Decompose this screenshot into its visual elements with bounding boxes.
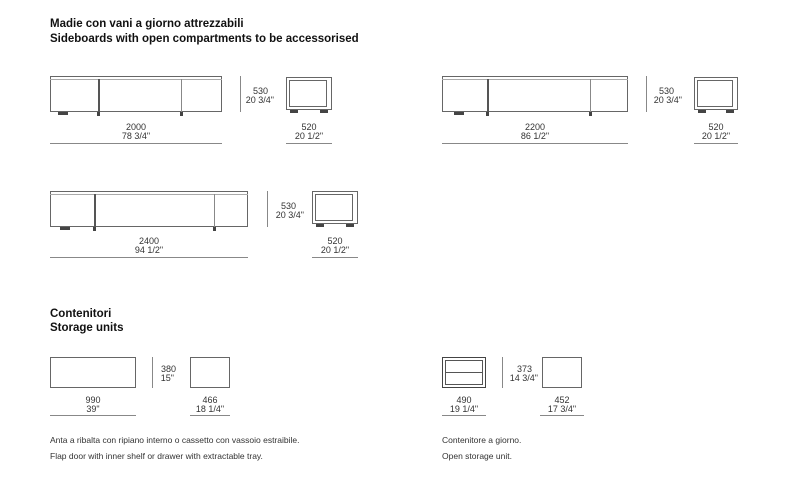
sideboard-2000-width-in: 78 3/4"	[121, 131, 151, 141]
storage-990-side-view	[190, 357, 230, 388]
storage-490-height-mm: 373	[516, 364, 532, 374]
sideboard-2000-front-view	[50, 76, 222, 118]
storage-title-it: Contenitori	[50, 308, 112, 320]
sideboard-2000-height-in: 20 3/4"	[245, 95, 274, 105]
sideboard-2200-width-in: 86 1/2"	[520, 131, 550, 141]
sideboard-2200-height-in: 20 3/4"	[653, 95, 682, 105]
storage-990-height-mm: 380	[160, 364, 176, 374]
storage-490-width-in: 19 1/4"	[449, 404, 479, 414]
sideboard-2000-height-mm: 530	[252, 86, 268, 96]
sideboards-title-it: Madie con vani a giorno attrezzabili	[50, 18, 244, 30]
storage-490-note-it: Contenitore a giorno.	[442, 435, 522, 445]
storage-490-side-view	[542, 357, 582, 388]
sideboard-2200-side-view	[694, 77, 738, 113]
sideboard-2000-side-view	[286, 77, 332, 113]
storage-490-width-mm: 490	[456, 395, 472, 405]
storage-490-height-in: 14 3/4"	[509, 373, 538, 383]
sideboard-2000-depth-in: 20 1/2"	[294, 131, 324, 141]
sideboard-2400-height-mm: 530	[280, 201, 296, 211]
sideboard-2400-side-view	[312, 191, 358, 227]
sideboard-2400-width-mm: 2400	[138, 236, 160, 246]
storage-990-width-mm: 990	[85, 395, 101, 405]
storage-490-front-view	[442, 357, 486, 388]
storage-990-height-in: 15"	[160, 373, 174, 383]
storage-990-width-in: 39"	[86, 404, 100, 414]
sideboard-2000-width-mm: 2000	[125, 122, 147, 132]
sideboard-2000-depth-mm: 520	[301, 122, 317, 132]
storage-490-depth-in: 17 3/4"	[547, 404, 577, 414]
sideboard-2400-front-view	[50, 191, 248, 233]
storage-490-note-en: Open storage unit.	[442, 451, 512, 461]
storage-990-depth-in: 18 1/4"	[195, 404, 225, 414]
sideboard-2400-height-in: 20 3/4"	[275, 210, 304, 220]
sideboard-2400-depth-in: 20 1/2"	[320, 245, 350, 255]
sideboard-2400-width-in: 94 1/2"	[134, 245, 164, 255]
sideboard-2400-depth-mm: 520	[327, 236, 343, 246]
sideboard-2200-height-mm: 530	[658, 86, 674, 96]
sideboard-2200-width-mm: 2200	[524, 122, 546, 132]
storage-990-front-view	[50, 357, 136, 388]
storage-title-en: Storage units	[50, 322, 124, 334]
sideboard-2200-front-view	[442, 76, 628, 118]
storage-990-note-en: Flap door with inner shelf or drawer with extractable tray.	[50, 451, 263, 461]
sideboards-title-en: Sideboards with open compartments to be accessorised	[50, 33, 359, 45]
storage-490-depth-mm: 452	[554, 395, 570, 405]
sideboard-2200-depth-mm: 520	[708, 122, 724, 132]
sideboard-2200-depth-in: 20 1/2"	[701, 131, 731, 141]
storage-990-note-it: Anta a ribalta con ripiano interno o cassetto con vassoio estraibile.	[50, 435, 300, 445]
storage-990-depth-mm: 466	[202, 395, 218, 405]
